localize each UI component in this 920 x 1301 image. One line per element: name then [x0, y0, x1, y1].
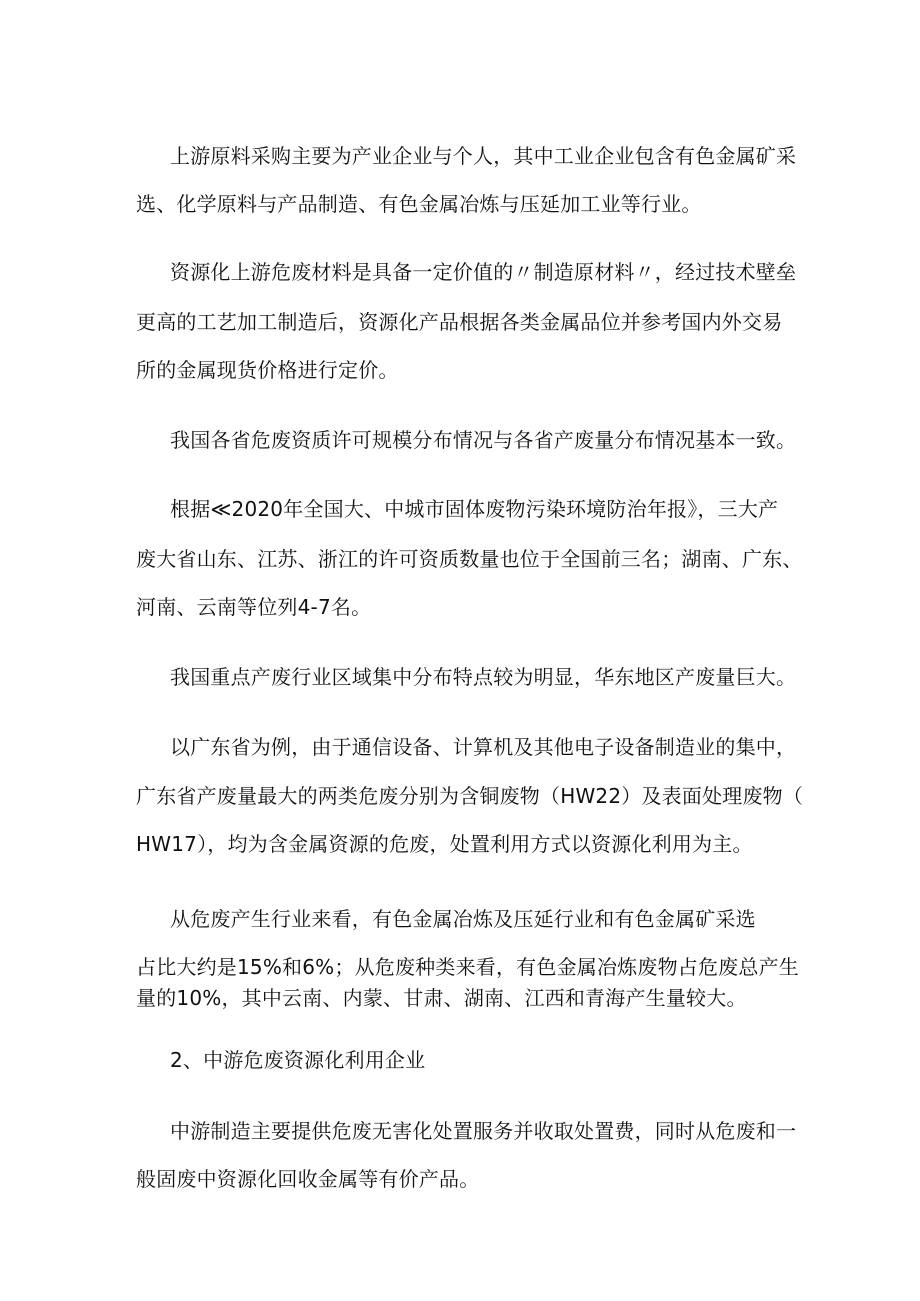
paragraph-1-line-1: 上游原料采购主要为产业企业与个人，其中工业企业包含有色金属矿采: [170, 144, 797, 168]
paragraph-7-line-3: 量的10%，其中云南、内蒙、甘肃、湖南、江西和青海产生量较大。: [136, 986, 747, 1010]
paragraph-3-line-1: 我国各省危废资质许可规模分布情况与各省产废量分布情况基本一致。: [170, 428, 797, 452]
paragraph-7-line-1: 从危废产生行业来看，有色金属冶炼及压延行业和有色金属矿采选: [170, 907, 756, 931]
paragraph-9-line-2: 般固废中资源化回收金属等有价产品。: [136, 1167, 480, 1191]
paragraph-4-line-2: 废大省山东、江苏、浙江的许可资质数量也位于全国前三名；湖南、广东、: [136, 547, 803, 571]
paragraph-1-line-2: 选、化学原料与产品制造、有色金属冶炼与压延加工业等行业。: [136, 192, 702, 216]
section-heading: 2、中游危废资源化利用企业: [170, 1048, 426, 1072]
paragraph-6-line-1: 以广东省为例，由于通信设备、计算机及其他电子设备制造业的集中，: [170, 735, 797, 759]
paragraph-9-line-1: 中游制造主要提供危废无害化处置服务并收取处置费，同时从危废和一: [170, 1119, 797, 1143]
paragraph-2-line-3: 所的金属现货价格进行定价。: [136, 358, 399, 382]
paragraph-2-line-2: 更高的工艺加工制造后，资源化产品根据各类金属品位并参考国内外交易: [136, 310, 783, 334]
paragraph-6-line-3: HW17），均为含金属资源的危废，处置利用方式以资源化利用为主。: [136, 832, 753, 856]
paragraph-4-line-3: 河南、云南等位列4-7名。: [136, 595, 372, 619]
paragraph-7-line-2: 占比大约是15%和6%；从危废种类来看，有色金属冶炼废物占危废总产生: [136, 955, 799, 979]
paragraph-5-line-1: 我国重点产废行业区域集中分布特点较为明显，华东地区产废量巨大。: [170, 665, 797, 689]
paragraph-2-line-1: 资源化上游危废材料是具备一定价值的〃制造原材料〃，经过技术壁垒: [170, 260, 797, 284]
paragraph-4-line-1: 根据≪2020年全国大、中城市固体废物污染环境防治年报》，三大产: [170, 497, 779, 521]
paragraph-6-line-2: 广东省产废量最大的两类危废分别为含铜废物（HW22）及表面处理废物（: [136, 784, 804, 808]
